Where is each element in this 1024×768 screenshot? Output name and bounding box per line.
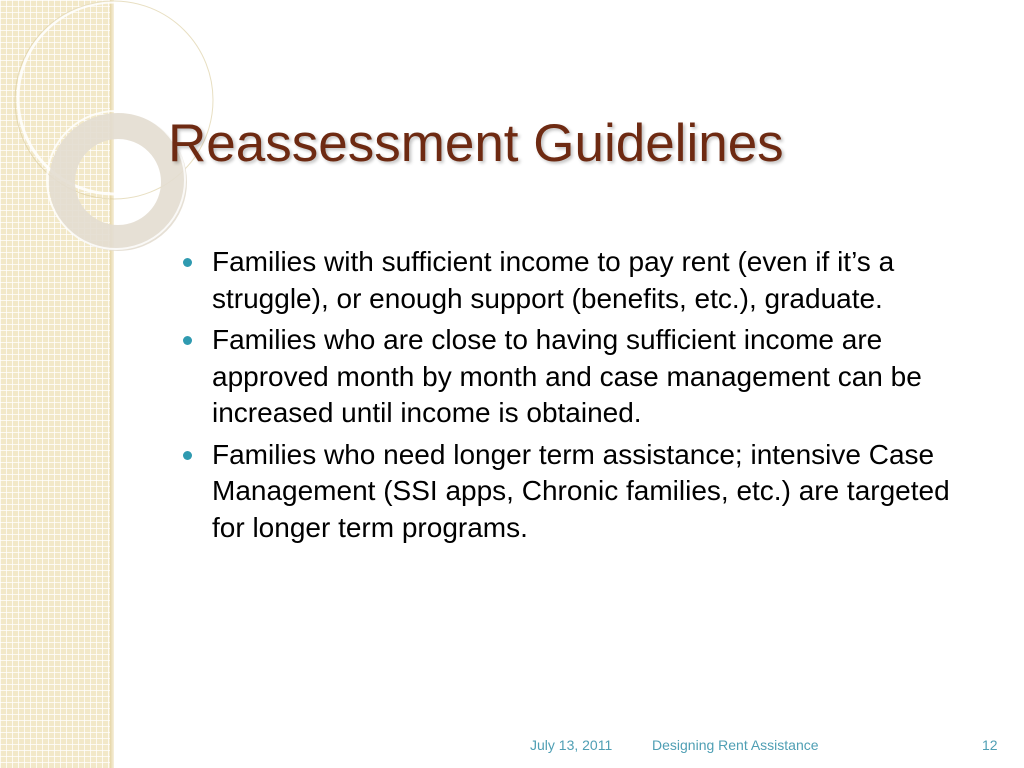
slide-title: Reassessment Guidelines (168, 114, 784, 173)
bullet-dot-icon (183, 258, 192, 267)
bullet-text: Families who are close to having sufficient income are approved month by month and case management can be increased until income is obtained. (212, 324, 922, 428)
bullet-text: Families with sufficient income to pay rent (even if it’s a struggle), or enough support (benefits, etc.), graduate. (212, 246, 895, 314)
bullet-dot-icon (183, 451, 192, 460)
slide-footer (0, 737, 1024, 755)
footer-date: July 13, 2011 (530, 737, 613, 753)
bullet-item (182, 437, 982, 547)
decorative-ring (62, 126, 174, 238)
bullet-item (182, 244, 982, 317)
bullet-item (182, 322, 982, 432)
bullet-dot-icon (183, 336, 192, 345)
slide-number: 12 (982, 737, 998, 753)
bullet-list (182, 244, 982, 551)
footer-presentation-title: Designing Rent Assistance (652, 737, 819, 753)
bullet-text: Families who need longer term assistance; intensive Case Management (SSI apps, Chronic families, etc.) are targeted for longer term programs. (212, 438, 950, 543)
